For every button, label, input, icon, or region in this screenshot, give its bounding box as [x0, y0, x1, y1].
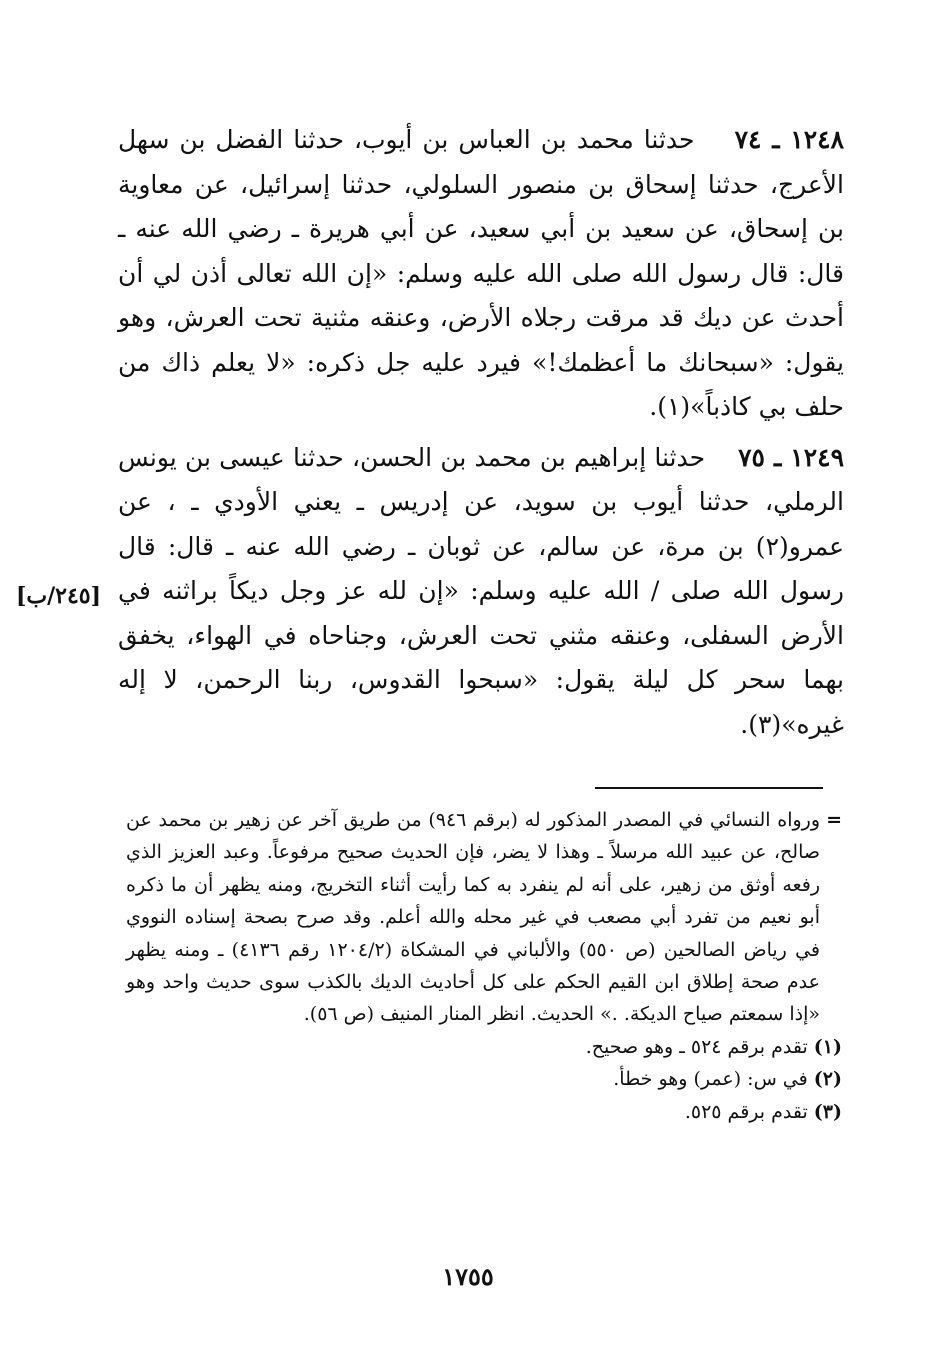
- footnote-separator: [595, 787, 823, 789]
- footnote-number: (٣): [813, 1100, 842, 1123]
- main-text: [118, 118, 844, 753]
- footnote-text: تقدم برقم ٥٢٤ ـ وهو صحيح.: [585, 1035, 808, 1058]
- hadith-number: ١٢٤٩ ـ ٧٥: [738, 442, 844, 472]
- hadith-number: ١٢٤٨ ـ ٧٤: [734, 125, 844, 154]
- manuscript-folio-note: [٢٤٥/ب]: [16, 583, 102, 609]
- footnote-1: [126, 1031, 842, 1063]
- footnote-number: (١): [813, 1035, 842, 1058]
- hadith-text: حدثنا إبراهيم بن محمد بن الحسن، حدثنا عيسى بن يونس الرملي، حدثنا أيوب بن سويد، عن إدريس ـ يعني الأودي ـ ، عن عمرو(٢) بن مرة، عن سالم، عن ثوبان ـ رضي الله عنه ـ قال: قال رسول الله صلى / الله عليه وسلم: «إن لله عز وجل ديكاً براثنه في الأرض السفلى، وعنقه مثني تحت العرش، وجناحاه في الهواء، يخفق بهما سحر كل ليلة يقول: «سبحوا القدوس، ربنا الرحمن، لا إله غيره»(٣).: [118, 442, 844, 739]
- footnote-text: في س: (عمر) وهو خطأ.: [613, 1068, 808, 1091]
- continuation-mark: =: [826, 809, 842, 831]
- footnote-continuation: [126, 804, 842, 1031]
- continuation-text: ورواه النسائي في المصدر المذكور له (برقم ٩٤٦) من طريق آخر عن زهير بن محمد عن صالح، عن عبيد الله مرسلاً ـ وهذا لا يضر، فإن الحديث صحيح مرفوعاً. وعبد العزيز الذي رفعه أوثق من زهير، على أنه لم ينفرد به كما رأيت أثناء التخريج، ومنه يظهر أن ما ذكره أبو نعيم من تفرد أبي مصعب في غير محله والله أعلم. وقد صرح بصحة إسناده النووي في رياض الصالحين (ص ٥٥٠) والألباني في المشكاة (١٢٠٤/٢ رقم ٤١٣٦) ـ ومنه يظهر عدم صحة إطلاق ابن القيم الحكم على كل أحاديث الديك بالكذب سوى حديث واحد وهو «إذا سمعتم صياح الديكة. .» الحديث. انظر المنار المنيف (ص ٥٦).: [126, 809, 820, 1026]
- footnote-text: تقدم برقم ٥٢٥.: [684, 1100, 808, 1123]
- page-number: ١٧٥٥: [442, 1262, 494, 1291]
- hadith-text: حدثنا محمد بن العباس بن أيوب، حدثنا الفضل بن سهل الأعرج، حدثنا إسحاق بن منصور السلولي، حدثنا إسرائيل، عن معاوية بن إسحاق، عن سعيد بن أبي سعيد، عن أبي هريرة ـ رضي الله عنه ـ قال: قال رسول الله صلى الله عليه وسلم: «إن الله تعالى أذن لي أن أحدث عن ديك قد مرقت رجلاه الأرض، وعنقه مثنية تحت العرش، وهو يقول: «سبحانك ما أعظمك!» فيرد عليه جل ذكره: «لا يعلم ذاك من حلف بي كاذباً»(١).: [118, 125, 844, 421]
- footnotes: [126, 804, 842, 1128]
- footnote-3: [126, 1096, 842, 1128]
- hadith-1248: [118, 118, 844, 430]
- footnote-number: (٢): [813, 1068, 842, 1091]
- footnote-2: [126, 1063, 842, 1095]
- hadith-1249: [118, 436, 844, 748]
